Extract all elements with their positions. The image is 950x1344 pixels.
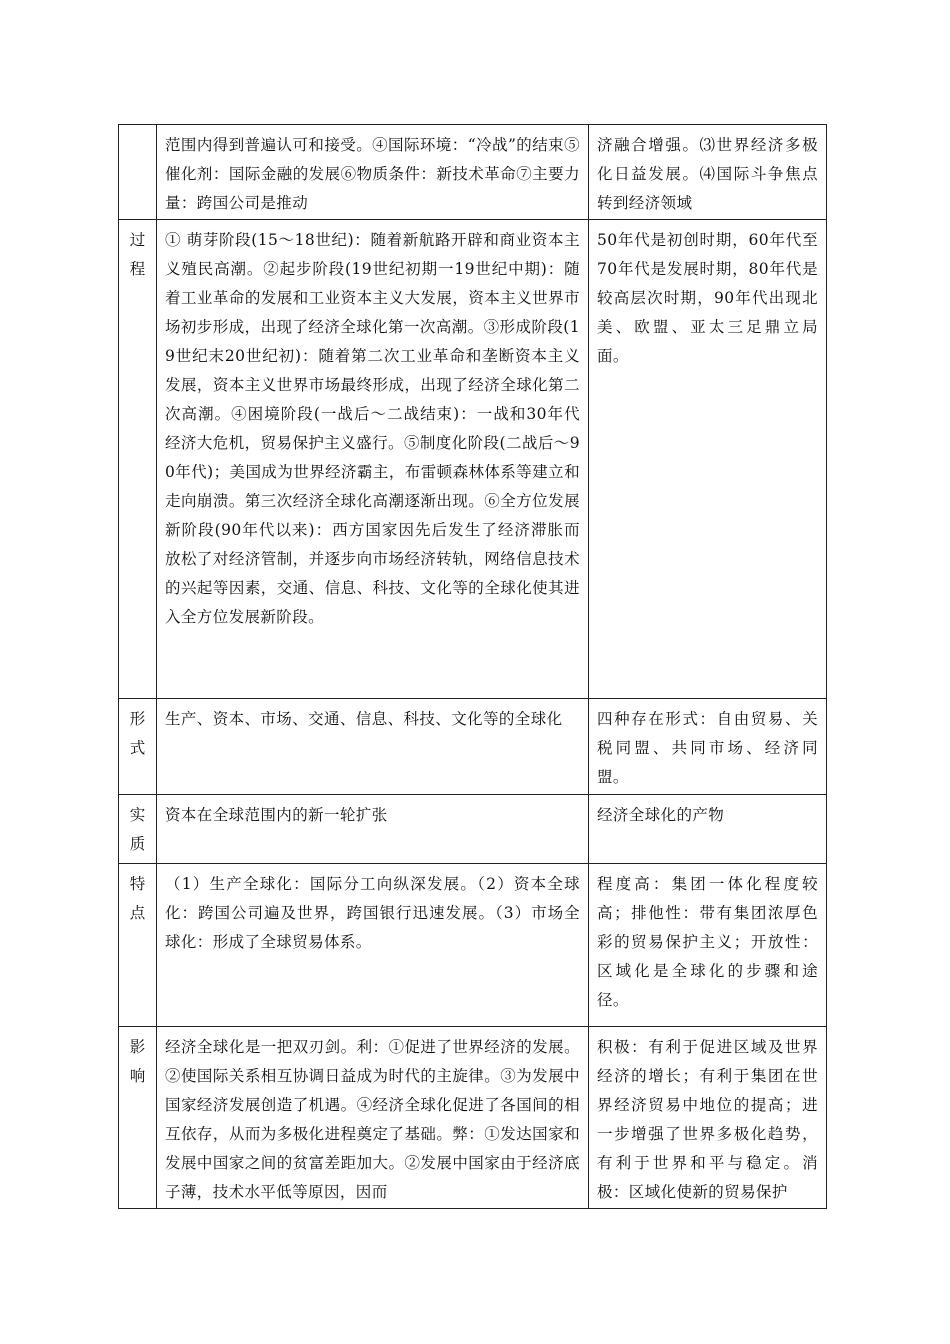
globalization-cell bbox=[157, 220, 589, 699]
table-row-impact bbox=[119, 1027, 827, 1209]
row-label: 影响 bbox=[129, 1038, 146, 1085]
globalization-text: 经济全球化是一把双刃剑。利：①促进了世界经济的发展。②使国际关系相互协调日益成为时代的主旋律。③为发展中国家经济发展创造了机遇。④经济全球化促进了各国间的相互依存，从而为多极化进程奠定了基础。弊：①发达国家和发展中国家之间的贫富差距加大。②发展中国家由于经济底子薄，技术水平低等原因，因而 bbox=[165, 1038, 580, 1201]
globalization-cell bbox=[157, 864, 589, 1027]
row-label: 实质 bbox=[129, 806, 146, 853]
row-label-cell bbox=[119, 699, 157, 795]
table-row-process bbox=[119, 220, 827, 699]
regionalization-cell bbox=[589, 220, 827, 699]
globalization-text: 资本在全球范围内的新一轮扩张 bbox=[165, 806, 388, 824]
row-label: 特点 bbox=[129, 875, 146, 922]
regionalization-cell bbox=[589, 864, 827, 1027]
comparison-table bbox=[118, 124, 827, 1209]
regionalization-cell bbox=[589, 699, 827, 795]
globalization-cell bbox=[157, 125, 589, 220]
row-label-cell bbox=[119, 795, 157, 864]
row-label: 过程 bbox=[129, 231, 146, 278]
regionalization-text: 程度高：集团一体化程度较高；排他性：带有集团浓厚色彩的贸易保护主义；开放性：区域化是全球化的步骤和途径。 bbox=[597, 875, 818, 1009]
row-label-cell bbox=[119, 220, 157, 699]
row-label: 形式 bbox=[129, 710, 146, 757]
regionalization-text: 积极：有利于促进区域及世界经济的增长；有利于集团在世界经济贸易中地位的提高；进一步增强了世界多极化趋势，有利于世界和平与稳定。消极：区域化使新的贸易保护 bbox=[597, 1038, 818, 1201]
table-row-features bbox=[119, 864, 827, 1027]
regionalization-text: 济融合增强。⑶世界经济多极化日益发展。⑷国际斗争焦点转到经济领域 bbox=[597, 136, 818, 212]
table-row-essence bbox=[119, 795, 827, 864]
globalization-cell bbox=[157, 699, 589, 795]
row-label-cell bbox=[119, 125, 157, 220]
globalization-text: ① 萌芽阶段(15～18世纪)：随着新航路开辟和商业资本主义殖民高潮。②起步阶段(19世纪初期一19世纪中期)：随着工业革命的发展和工业资本主义大发展，资本主义世界市场初步形成，出现了经济全球化第一次高潮。③形成阶段(19世纪末20世纪初)：随着第二次工业革命和垄断资本主义发展，资本主义世界市场最终形成，出现了经济全球化第二次高潮。④困境阶段(一战后～二战结束)：一战和30年代经济大危机，贸易保护主义盛行。⑤制度化阶段(二战后～90年代)；美国成为世界经济霸主，布雷顿森林体系等建立和走向崩溃。第三次经济全球化高潮逐渐出现。⑥全方位发展新阶段(90年代以来)：西方国家因先后发生了经济滞胀而放松了对经济管制，并逐步向市场经济转轨，网络信息技术的兴起等因素，交通、信息、科技、文化等的全球化使其进入全方位发展新阶段。 bbox=[165, 231, 580, 626]
regionalization-cell bbox=[589, 125, 827, 220]
globalization-text: 生产、资本、市场、交通、信息、科技、文化等的全球化 bbox=[165, 710, 563, 728]
regionalization-text: 经济全球化的产物 bbox=[597, 806, 725, 824]
table-row-continued bbox=[119, 125, 827, 220]
globalization-cell bbox=[157, 1027, 589, 1209]
regionalization-cell bbox=[589, 1027, 827, 1209]
regionalization-text: 四种存在形式：自由贸易、关税同盟、共同市场、经济同盟。 bbox=[597, 710, 818, 786]
globalization-text: 范围内得到普遍认可和接受。④国际环境：“冷战”的结束⑤催化剂：国际金融的发展⑥物质条件：新技术革命⑦主要力量：跨国公司是推动 bbox=[165, 136, 580, 212]
globalization-text: （1）生产全球化：国际分工向纵深发展。（2）资本全球化：跨国公司遍及世界，跨国银行迅速发展。（3）市场全球化：形成了全球贸易体系。 bbox=[165, 875, 580, 951]
regionalization-text: 50年代是初创时期，60年代至70年代是发展时期，80年代是较高层次时期，90年代出现北美、欧盟、亚太三足鼎立局面。 bbox=[597, 231, 818, 365]
globalization-cell bbox=[157, 795, 589, 864]
regionalization-cell bbox=[589, 795, 827, 864]
row-label-cell bbox=[119, 1027, 157, 1209]
table-row-form bbox=[119, 699, 827, 795]
row-label-cell bbox=[119, 864, 157, 1027]
